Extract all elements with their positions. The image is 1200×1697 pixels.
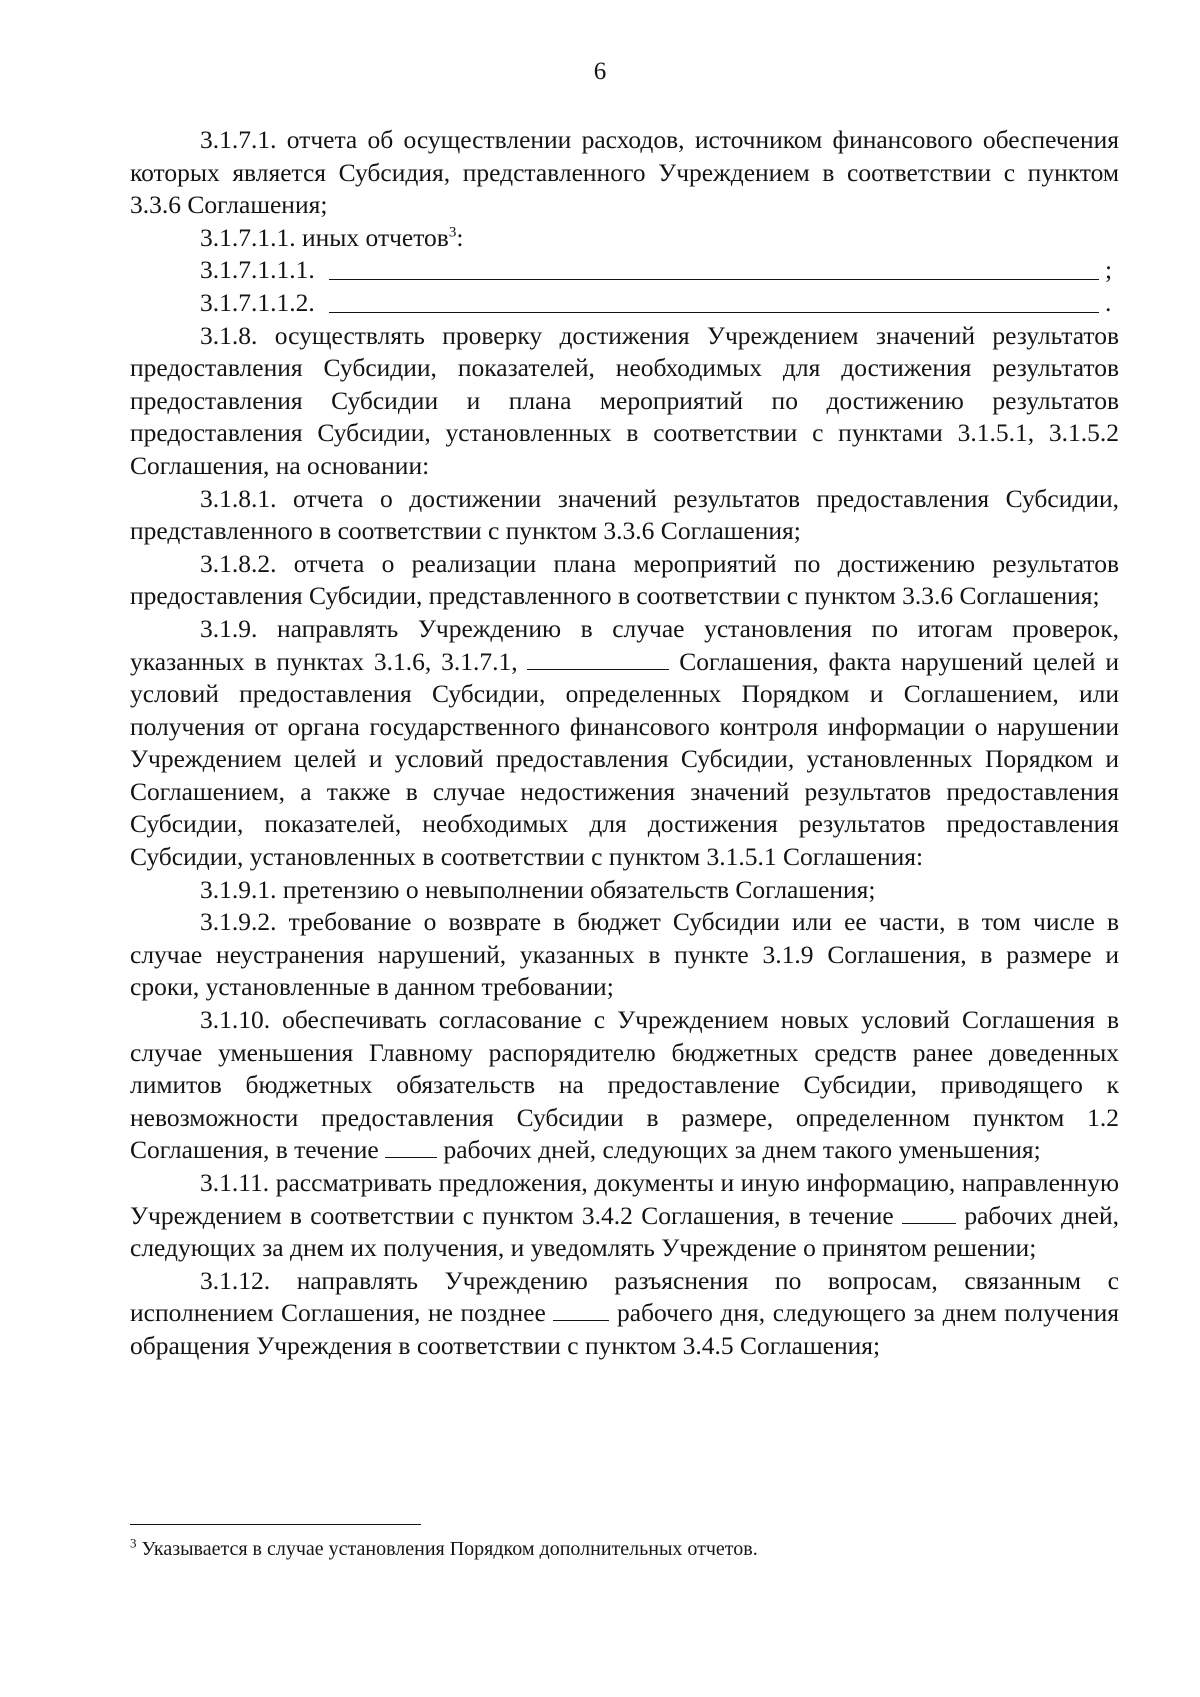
paragraph-text: 3.1.9. направлять Учреждению в случае установления по итогам проверок, указанных в пунктах 3.1.6, 3.1.7.1, — [130, 613, 1119, 676]
footnote-text: Указывается в случае установления Порядком дополнительных отчетов. — [136, 1538, 758, 1560]
fill-line-end: . — [1105, 287, 1112, 317]
paragraph-3-1-11 — [130, 1167, 1119, 1265]
page-number: 6 — [593, 58, 607, 85]
fill-line-3-1-7-1-1-1 — [130, 254, 1119, 287]
paragraph-3-1-9 — [130, 613, 1119, 874]
paragraph-tail: : — [456, 222, 464, 252]
paragraph-text: рабочего дня, следующего за днем получения обращения Учреждения в соответствии с пунктом 3.4.5 Соглашения; — [130, 1298, 1119, 1360]
fill-line-number: 3.1.7.1.1.2. — [200, 287, 322, 317]
paragraph-text: рабочих дней, следующих за днем такого уменьшения; — [437, 1135, 1041, 1165]
footnote — [130, 1536, 1119, 1562]
paragraph-3-1-8-1: 3.1.8.1. отчета о достижении значений результатов предоставления Субсидии, представленного в соответствии с пунктом 3.3.6 Соглашения; — [130, 483, 1119, 546]
footnote-marker: 3 — [130, 1535, 137, 1551]
fill-line-end: ; — [1105, 255, 1113, 285]
paragraph-text: 3.1.10. обеспечивать согласование с Учреждением новых условий Соглашения в случае уменьшения Главному распорядителю бюджетных средств ранее доведенных лимитов бюджетных обязательств на предоставление Субсидии, приводящего к невозможности предоставления Субсидии в размере, определенном пунктом 1.2 Соглашения, в течение — [130, 1005, 1119, 1165]
blank-field — [902, 1201, 956, 1224]
paragraph-text: 3.1.7.1.1. иных отчетов — [200, 222, 449, 252]
paragraph-3-1-9-1: 3.1.9.1. претензию о невыполнении обязательств Соглашения; — [200, 874, 876, 904]
paragraph-3-1-8: 3.1.8. осуществлять проверку достижения Учреждением значений результатов предоставления Субсидии, показателей, необходимых для достижения результатов предоставления Субсидии и плана мероприятий по достижению результатов предоставления Субсидии, установленных в соответствии с пунктами 3.1.5.1, 3.1.5.2 Соглашения, на основании: — [130, 320, 1119, 480]
blank-field — [553, 1298, 609, 1321]
blank-line — [329, 279, 1099, 280]
paragraph-text: 3.1.12. направлять Учреждению разъяснения по вопросам, связанным с исполнением Соглашения, не позднее — [130, 1265, 1119, 1328]
fill-line-3-1-7-1-1-2 — [130, 287, 1119, 320]
footnote-ref: 3 — [448, 224, 457, 241]
blank-field — [527, 647, 669, 670]
paragraph-text: Соглашения, факта нарушений целей и условий предоставления Субсидии, определенных Порядком и Соглашением, или получения от органа государственного финансового контроля информации о нарушении Учреждением целей и условий предоставления Субсидии, установленных Порядком и Соглашением, а также в случае недостижения значений результатов предоставления Субсидии, показателей, необходимых для достижения результатов предоставления Субсидии, установленных в соответствии с пунктом 3.1.5.1 Соглашения: — [130, 646, 1119, 872]
paragraph-3-1-8-2: 3.1.8.2. отчета о реализации плана мероприятий по достижению результатов предоставления Субсидии, представленного в соответствии с пунктом 3.3.6 Соглашения; — [130, 548, 1119, 611]
blank-line — [329, 312, 1099, 313]
paragraph-3-1-9-2: 3.1.9.2. требование о возврате в бюджет Субсидии или ее части, в том числе в случае неустранения нарушений, указанных в пункте 3.1.9 Соглашения, в размере и сроки, установленные в данном требовании; — [130, 907, 1119, 1002]
footnote-divider — [130, 1524, 421, 1525]
paragraph-text: 3.1.11. рассматривать предложения, документы и иную информацию, направленную Учреждением в соответствии с пунктом 3.4.2 Соглашения, в течение — [130, 1168, 1119, 1230]
paragraph-3-1-7-1: 3.1.7.1. отчета об осуществлении расходов, источником финансового обеспечения которых является Субсидия, представленного Учреждением в соответствии с пунктом 3.3.6 Соглашения; — [130, 125, 1119, 220]
fill-line-number: 3.1.7.1.1.1. — [200, 255, 322, 285]
blank-field — [385, 1135, 437, 1158]
paragraph-text: рабочих дней, следующих за днем их получения, и уведомлять Учреждение о принятом решении; — [130, 1200, 1119, 1263]
paragraph-3-1-7-1-1 — [130, 222, 1119, 255]
paragraph-3-1-10 — [130, 1004, 1119, 1167]
document-body — [130, 124, 1119, 1363]
paragraph-3-1-12 — [130, 1265, 1119, 1363]
